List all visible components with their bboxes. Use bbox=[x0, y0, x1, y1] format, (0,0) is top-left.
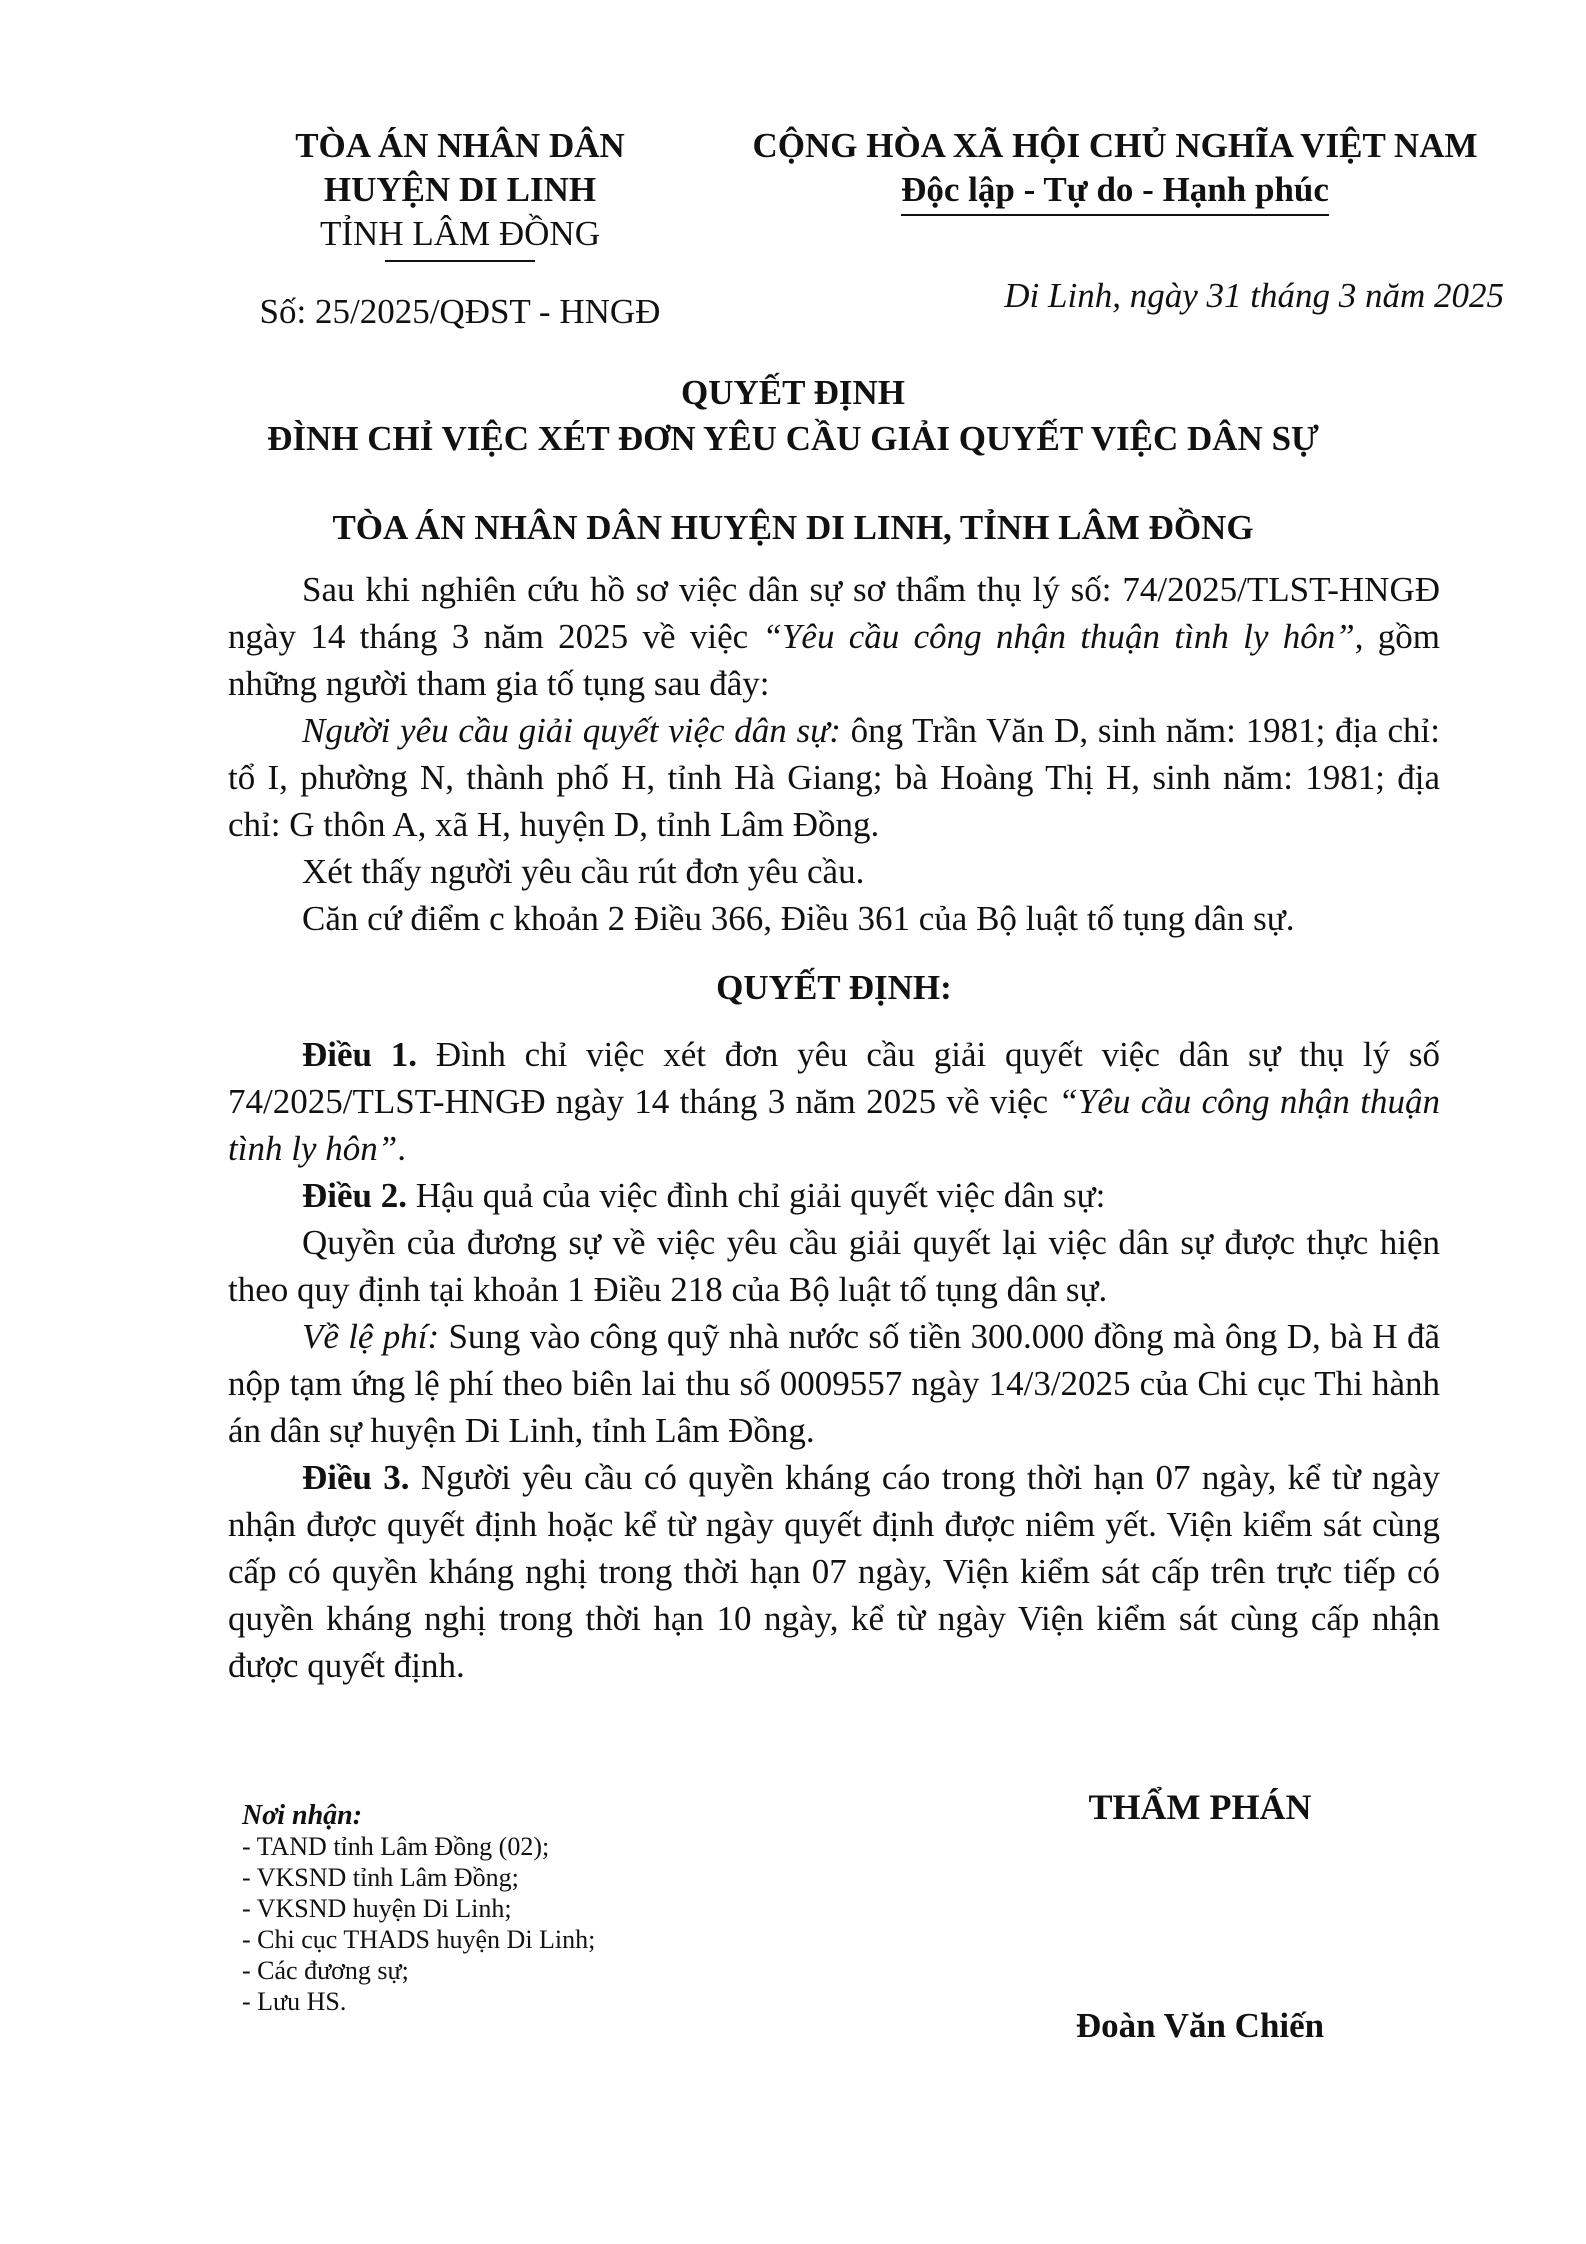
paragraph-withdrawal: Xét thấy người yêu cầu rút đơn yêu cầu. bbox=[302, 852, 865, 891]
document-number: Số: 25/2025/QĐST - HNGĐ bbox=[259, 292, 661, 331]
national-motto: Độc lập - Tự do - Hạnh phúc bbox=[901, 168, 1329, 216]
recipients-list bbox=[242, 1800, 602, 2017]
national-header bbox=[730, 124, 1504, 316]
article-3: Điều 3. Người yêu cầu có quyền kháng cáo trong thời hạn 07 ngày, kể từ ngày nhận được quyết định hoặc kể từ ngày quyết định được niêm yết. Viện kiểm sát cùng cấp có quyền kháng nghị trong thời hạn 07 ngày, Viện kiểm sát cấp trên trực tiếp có quyền kháng nghị trong thời hạn 10 ngày, kể từ ngày Viện kiểm sát cùng cấp nhận được quyết định. bbox=[228, 1458, 1441, 1685]
signature-block bbox=[990, 1786, 1410, 2046]
recipient-item: - Lưu HS. bbox=[242, 1987, 347, 2016]
court-name-line1: TÒA ÁN NHÂN DÂN bbox=[295, 126, 625, 165]
recipient-item: - VKSND huyện Di Linh; bbox=[242, 1894, 512, 1923]
header-divider bbox=[385, 260, 535, 262]
court-name-line2: HUYỆN DI LINH bbox=[323, 170, 597, 209]
recipient-item: - TAND tỉnh Lâm Đồng (02); bbox=[242, 1832, 550, 1861]
document-title: QUYẾT ĐỊNH bbox=[681, 373, 905, 412]
court-province: TỈNH LÂM ĐỒNG bbox=[320, 214, 600, 253]
signer-role: THẨM PHÁN bbox=[1088, 1787, 1312, 1827]
paragraph-petitioners: Người yêu cầu giải quyết việc dân sự: ông Trần Văn D, sinh năm: 1981; địa chỉ: tổ I, phường N, thành phố H, tỉnh Hà Giang; bà Hoàng Thị H, sinh năm: 1981; địa chỉ: G thôn A, xã H, huyện D, tỉnh Lâm Đồng. bbox=[228, 711, 1440, 844]
article-2: Điều 2. Hậu quả của việc đình chỉ giải quyết việc dân sự: bbox=[302, 1176, 1106, 1215]
recipient-item: - Các đương sự; bbox=[242, 1956, 409, 1985]
recipient-item: - VKSND tỉnh Lâm Đồng; bbox=[242, 1863, 519, 1892]
decision-heading: QUYẾT ĐỊNH: bbox=[716, 968, 952, 1007]
court-header bbox=[210, 124, 710, 332]
paragraph-legal-basis: Căn cứ điểm c khoản 2 Điều 366, Điều 361 của Bộ luật tố tụng dân sự. bbox=[302, 899, 1295, 938]
issuing-court: TÒA ÁN NHÂN DÂN HUYỆN DI LINH, TỈNH LÂM ĐỒNG bbox=[332, 508, 1254, 547]
recipients-title: Nơi nhận: bbox=[242, 1800, 363, 1831]
place-date: Di Linh, ngày 31 tháng 3 năm 2025 bbox=[1004, 276, 1504, 315]
document-body bbox=[228, 566, 1440, 1689]
article-1: Điều 1. Đình chỉ việc xét đơn yêu cầu giải quyết việc dân sự thụ lý số 74/2025/TLST-HNGĐ ngày 14 tháng 3 năm 2025 về việc “Yêu cầu công nhận thuận tình ly hôn”. bbox=[228, 1035, 1441, 1168]
document-subtitle: ĐÌNH CHỈ VIỆC XÉT ĐƠN YÊU CẦU GIẢI QUYẾT VIỆC DÂN SỰ bbox=[267, 419, 1319, 458]
nation-name: CỘNG HÒA XÃ HỘI CHỦ NGHĨA VIỆT NAM bbox=[752, 126, 1478, 165]
signer-name: Đoàn Văn Chiến bbox=[1075, 2006, 1325, 2045]
recipient-item: - Chi cục THADS huyện Di Linh; bbox=[242, 1925, 596, 1954]
article-2-fee: Về lệ phí: Sung vào công quỹ nhà nước số tiền 300.000 đồng mà ông D, bà H đã nộp tạm ứng lệ phí theo biên lai thu số 0009557 ngày 14/3/2025 của Chi cục Thi hành án dân sự huyện Di Linh, tỉnh Lâm Đồng. bbox=[228, 1317, 1440, 1450]
article-2-rights: Quyền của đương sự về việc yêu cầu giải quyết lại việc dân sự được thực hiện theo quy định tại khoản 1 Điều 218 của Bộ luật tố tụng dân sự. bbox=[228, 1223, 1440, 1309]
paragraph-case-review: Sau khi nghiên cứu hồ sơ việc dân sự sơ thẩm thụ lý số: 74/2025/TLST-HNGĐ ngày 14 tháng 3 năm 2025 về việc “Yêu cầu công nhận thuận tình ly hôn”, gồm những người tham gia tố tụng sau đây: bbox=[228, 570, 1440, 703]
